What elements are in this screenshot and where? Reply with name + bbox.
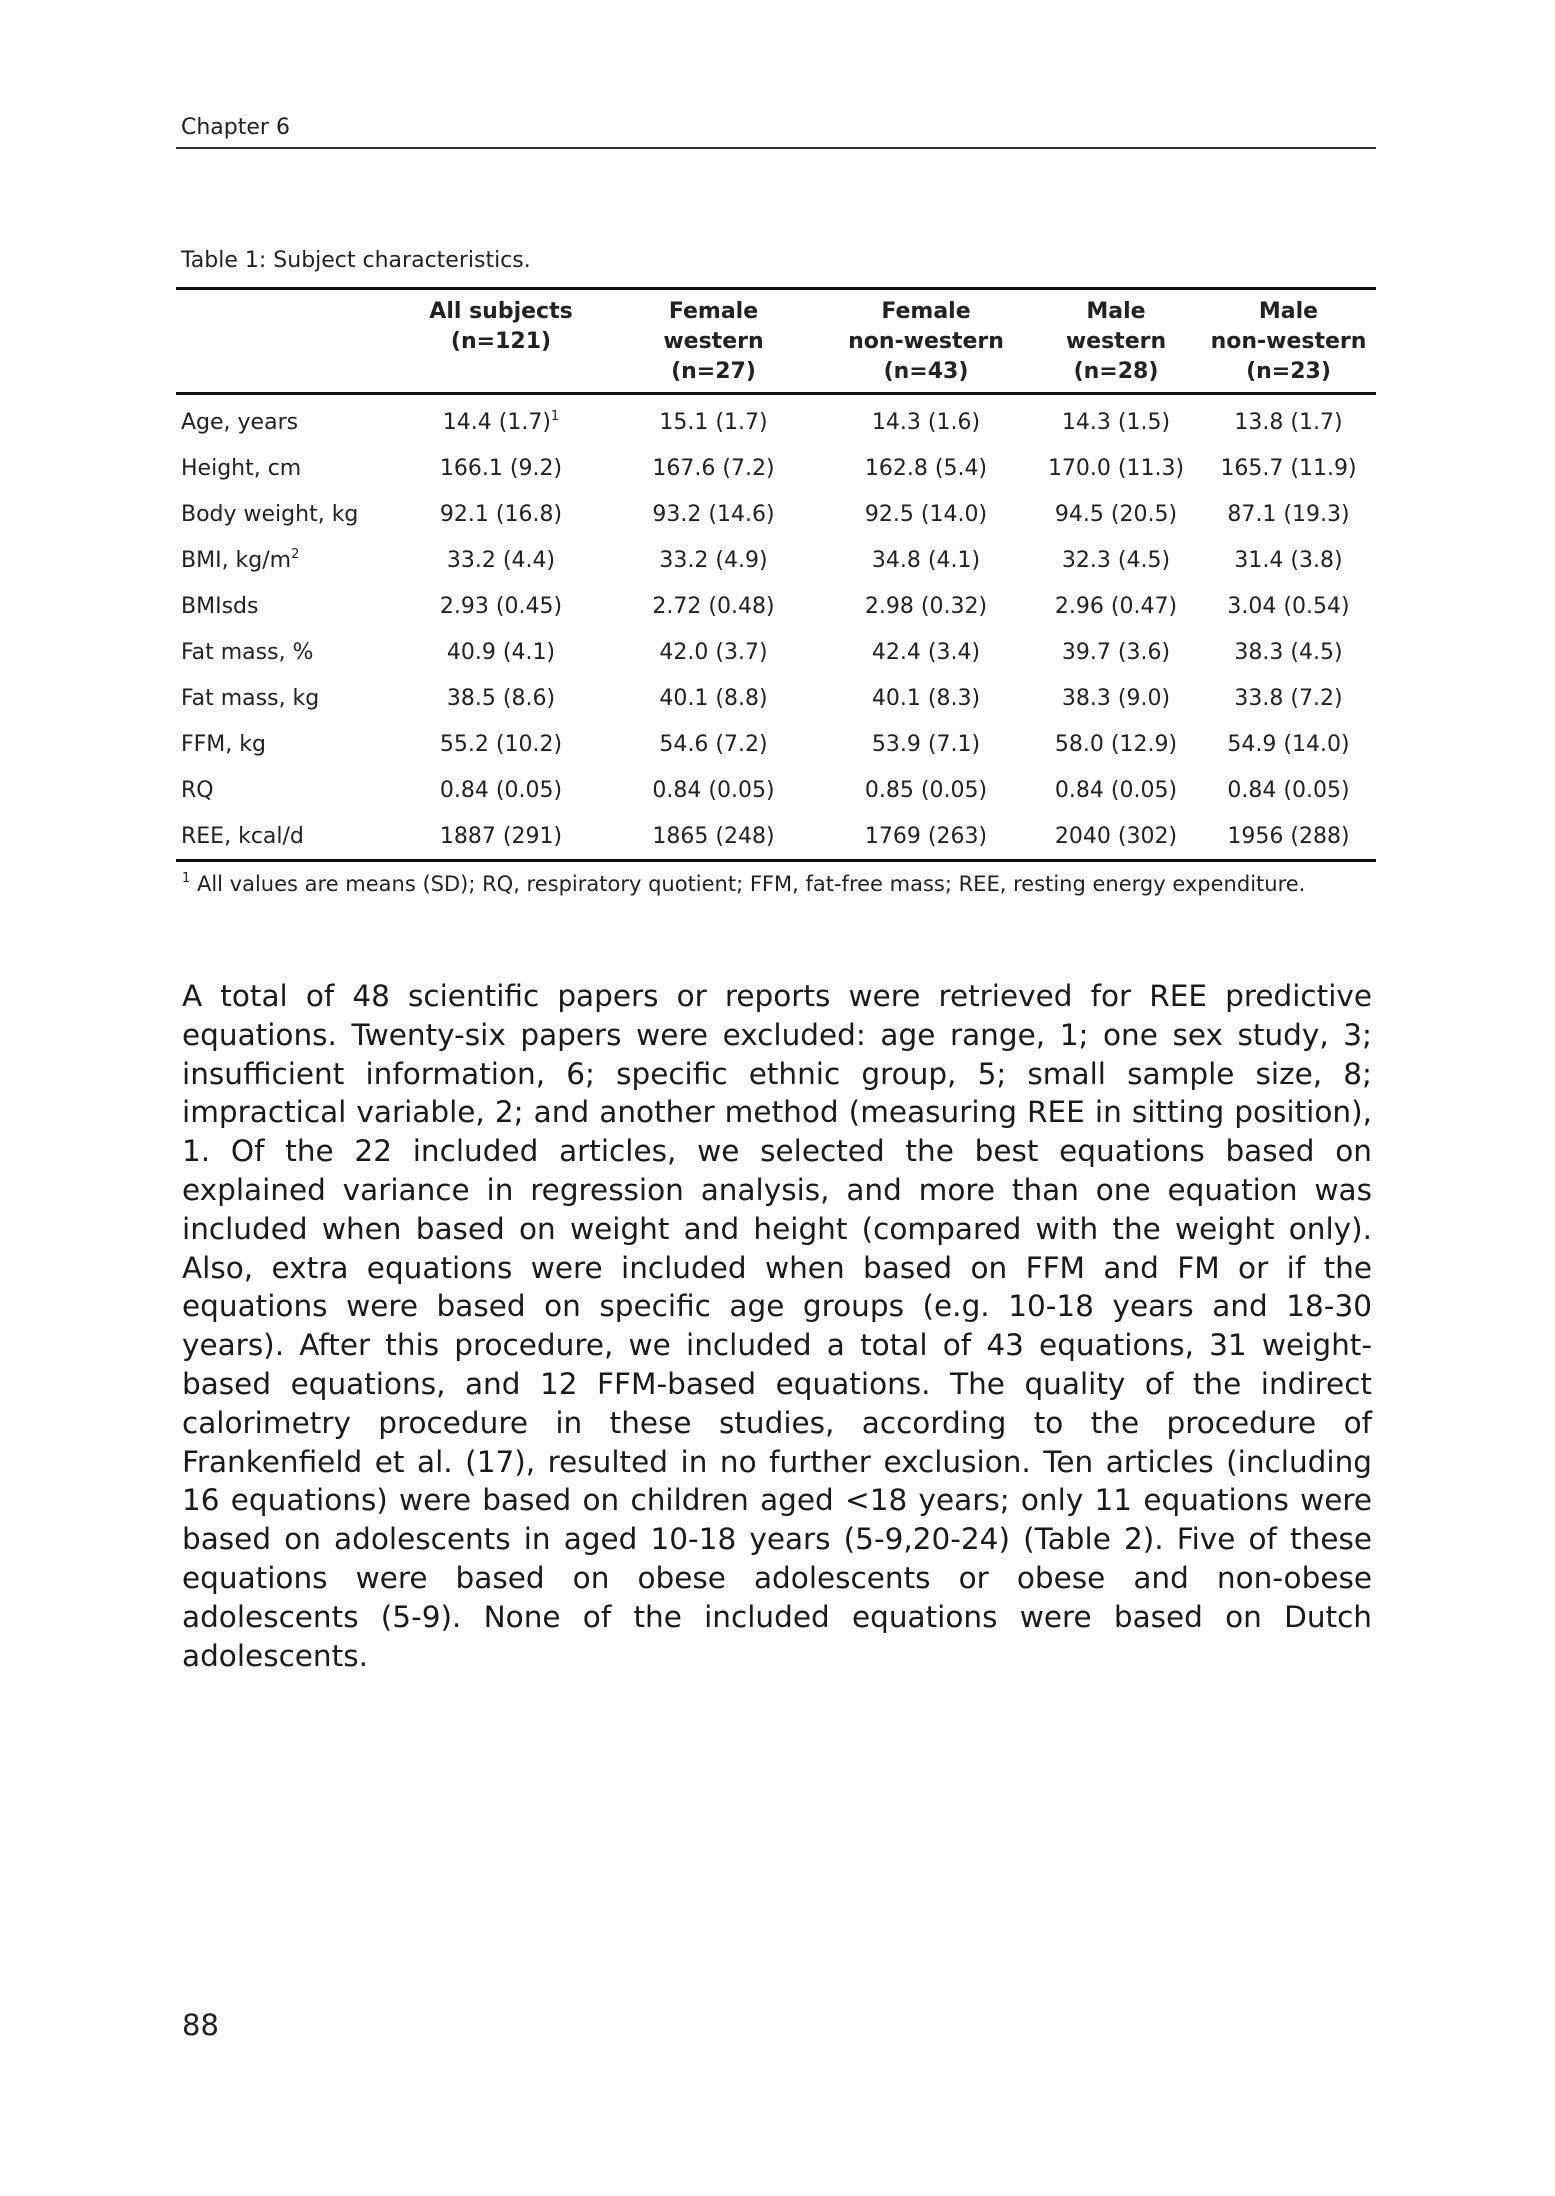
header-line: Male [1086,299,1146,324]
table-cell: 94.5 (20.5) [1054,501,1178,527]
table-row [176,767,1376,813]
table-row [176,813,1376,861]
table-cell: 92.5 (14.0) [864,501,988,527]
table-cell: 38.3 (9.0) [1061,685,1171,711]
table-cell: 2.72 (0.48) [652,593,775,619]
header-line: Female [881,299,971,324]
row-label: BMI, $kg/m^2$ [181,546,300,573]
table-cell: 40.9 (4.1) [446,639,556,665]
subject-characteristics-table [176,287,1376,862]
header-line: (n=28) [1073,359,1159,384]
table-row [176,445,1376,491]
table-cell: 40.1 (8.8) [659,685,768,711]
body-paragraph: A total of 48 scientific papers or reports were retrieved for REE predictive equations. Twenty-six papers were excluded: age range, 1; one sex study, 3; insufficient information, 6; specific ethnic group, 5; small sample size, 8; impractical variable, 2; and another method (measuring REE in sitting position), 1. Of the 22 included articles, we selected the best equations based on explained variance in regression analysis, and more than one equation was included when based on weight and height (compared with the weight only). Also, extra equations were included when based on FFM and FM or if the equations were based on specific age groups (e.g. 10-18 years and 18-30 years). After this procedure, we included a total of 43 equations, 31 weight-based equations, and 12 FFM-based equations. The quality of the indirect calorimetry procedure in these studies, according to the procedure of Frankenfield et al. (17), resulted in no further exclusion. Ten articles (including 16 equations) were based on children aged <18 years; only 11 equations were based on adolescents in aged 10-18 years (5-9,20-24) (Table 2). Five of these equations were based on obese adolescents or obese and non-obese adolescents (5-9). None of the included equations were based on Dutch adolescents. [182,979,1372,1673]
superscript: 2 [291,546,300,562]
footnote-marker: 1 [182,871,191,886]
table-cell: 38.5 (8.6) [446,685,556,711]
chapter-label: Chapter 6 [181,115,290,140]
table-cell: 55.2 (10.2) [439,731,563,757]
row-label: RQ [181,777,214,803]
row-label: Body weight, kg [181,501,359,527]
table-cell: 14.4 $(1.7)^1$ [442,408,560,435]
row-label: Fat mass, % [181,639,314,665]
table-cell: 3.04 (0.54) [1227,593,1350,619]
header-line: Male [1258,299,1319,324]
table-row [176,675,1376,721]
table-cell: 53.9 (7.1) [871,731,981,757]
row-label: Fat mass, kg [181,685,320,711]
header-line: (n=27) [671,359,756,384]
table-header-row [176,289,1376,394]
table-cell: 0.84 (0.05) [1227,777,1350,803]
table-row [176,491,1376,537]
table-cell: 39.7 (3.6) [1061,639,1171,665]
table-cell: 33.2 (4.4) [446,547,556,573]
table-cell: 165.7 (11.9) [1220,455,1357,481]
footnote-text: All values are means (SD); RQ, respiratory quotient; FFM, fat-free mass; REE, resting energy expenditure. [190,872,1306,896]
table-container [176,287,1376,862]
table-cell: 0.84 (0.05) [439,777,563,803]
row-label: REE, kcal/d [181,823,304,849]
table-cell: 1769 (263) [864,823,988,849]
table-cell: 40.1 (8.3) [871,685,981,711]
table-cell: 93.2 (14.6) [652,501,775,527]
table-row [176,721,1376,767]
table-cell: 42.0 (3.7) [659,639,768,665]
header-line: (n=23) [1246,359,1331,384]
table-cell: 13.8 (1.7) [1234,409,1343,435]
table-cell: 2040 (302) [1054,823,1178,849]
header-line: (n=121) [450,329,552,354]
header-line: non-western [1210,329,1367,354]
table-cell: 15.1 (1.7) [659,409,768,435]
table-cell: 31.4 (3.8) [1234,547,1343,573]
table-row [176,394,1376,446]
table-cell: 38.3 (4.5) [1234,639,1343,665]
table-cell: 58.0 (12.9) [1054,731,1178,757]
header-line: western [1065,329,1167,354]
table-cell: 0.84 (0.05) [652,777,775,803]
table-cell: 87.1 (19.3) [1227,501,1350,527]
row-label: BMIsds [181,593,259,619]
table-cell: 1865 (248) [652,823,775,849]
table-cell: 1956 (288) [1227,823,1350,849]
table-cell: 0.85 (0.05) [864,777,988,803]
table-cell: 33.2 (4.9) [659,547,768,573]
row-label: Age, years [181,409,299,435]
table-cell: 166.1 (9.2) [439,455,563,481]
header-line: All subjects [429,299,573,324]
table-cell: 2.98 (0.32) [864,593,988,619]
table-row [176,537,1376,583]
table-cell: 1887 (291) [439,823,563,849]
table-body [176,394,1376,861]
table-footnote [182,870,1372,898]
running-header [176,113,1376,149]
column-header-empty [176,289,396,394]
table-cell: 167.6 (7.2) [652,455,775,481]
header-line: non-western [848,329,1004,354]
table-cell: 34.8 (4.1) [871,547,981,573]
row-label: FFM, kg [181,731,266,757]
table-cell: 32.3 (4.5) [1061,547,1171,573]
table-cell: 92.1 (16.8) [439,501,563,527]
table-cell: 2.96 (0.47) [1054,593,1178,619]
table-cell: 0.84 (0.05) [1054,777,1178,803]
table-cell: 33.8 (7.2) [1234,685,1343,711]
table-cell: 42.4 (3.4) [871,639,981,665]
row-label: Height, cm [181,455,302,481]
column-header-male-non-western [1201,289,1376,394]
table-row [176,629,1376,675]
header-line: Female [668,299,759,324]
table-header [176,289,1376,394]
footnote-ref: 1 [550,408,560,424]
column-header-female-western [606,289,821,394]
header-line: western [663,329,764,354]
column-header-female-non-western [821,289,1031,394]
column-header-male-western [1031,289,1201,394]
table-cell: 14.3 (1.6) [871,409,981,435]
page-number: 88 [182,2008,219,2042]
column-header-all-subjects [396,289,606,394]
header-line: (n=43) [883,359,969,384]
table-cell: 54.9 (14.0) [1227,731,1350,757]
table-cell: 162.8 (5.4) [864,455,988,481]
table-cell: 2.93 (0.45) [439,593,563,619]
table-cell: 54.6 (7.2) [659,731,768,757]
table-cell: 14.3 (1.5) [1061,409,1171,435]
table-row [176,583,1376,629]
table-cell: 170.0 (11.3) [1047,455,1185,481]
table-caption: Table 1: Subject characteristics. [181,248,531,273]
